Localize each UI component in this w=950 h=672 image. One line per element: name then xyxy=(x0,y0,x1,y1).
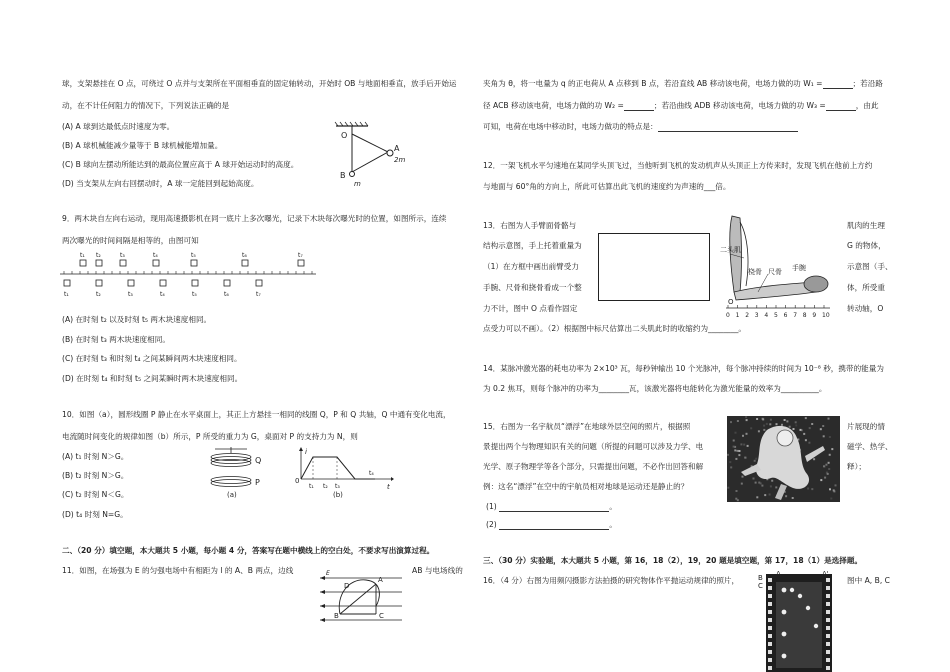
q11-w3-text: ；若沿曲线 ADB 移动该电荷，电场力做的功 W₃ = xyxy=(653,101,826,110)
q11-label-e: E xyxy=(326,570,330,577)
grain-dot xyxy=(811,423,813,425)
q13-left-line-4: 手腕、尺骨和挠骨看成一个整 xyxy=(483,283,582,292)
grain-dot xyxy=(830,498,832,500)
grain-dot xyxy=(763,429,765,431)
grain-dot xyxy=(828,468,830,470)
q8-label-m: m xyxy=(354,180,361,188)
sprocket-hole xyxy=(768,578,772,582)
q13-left-line-2: 结构示意图，手上托着重量为 xyxy=(483,241,582,250)
grain-dot xyxy=(733,440,735,442)
q9-bottom-label: t₆ xyxy=(224,291,229,298)
q8-label-2m: 2m xyxy=(394,156,406,164)
q10-option-b: (B) t₂ 时刻 N＞G。 xyxy=(62,471,129,480)
q13-label-radius: 桡骨 xyxy=(748,268,762,276)
q10-label-t3: t₃ xyxy=(335,483,340,490)
grain-dot xyxy=(803,433,805,435)
q10-option-c: (C) t₂ 时刻 N＜G。 xyxy=(62,490,129,499)
q9-bottom-block xyxy=(224,280,230,286)
q11-label-b: B xyxy=(334,612,339,620)
grain-dot xyxy=(823,435,825,437)
q9-top-block xyxy=(242,260,248,266)
q10-label-q: Q xyxy=(255,456,262,465)
q13-scale-number: 8 xyxy=(802,312,807,319)
grain-dot xyxy=(792,497,794,499)
sprocket-hole xyxy=(768,634,772,638)
q9-top-label: t₃ xyxy=(120,252,125,259)
q9-top-block xyxy=(298,260,304,266)
q15-answer-2-label: (2) xyxy=(486,520,497,529)
grain-dot xyxy=(808,442,810,444)
grain-dot xyxy=(743,444,745,446)
q13-scale-number: 9 xyxy=(812,312,817,319)
grain-dot xyxy=(800,429,802,431)
q9-top-blocks xyxy=(80,252,304,266)
q9-bottom-label: t₃ xyxy=(128,291,133,298)
grain-dot xyxy=(811,488,813,490)
grain-dot xyxy=(823,465,825,467)
grain-dot xyxy=(736,490,738,492)
q13-right-line-1: 肌肉的生理 xyxy=(847,221,885,230)
q9-top-label: t₅ xyxy=(191,252,196,259)
q9-option-c: (C) 在时刻 t₃ 和时刻 t₄ 之间某瞬间两木块速度相同。 xyxy=(62,354,242,363)
q10-figure xyxy=(205,447,395,499)
sprocket-hole xyxy=(826,602,830,606)
grain-dot xyxy=(756,496,758,498)
grain-dot xyxy=(761,485,763,487)
q13-left-line-3: （1）在方框中画出前臂受力 xyxy=(483,262,579,271)
sprocket-hole xyxy=(768,666,772,670)
q15-answer-2: (2) 。 xyxy=(486,520,617,529)
grain-dot xyxy=(727,487,729,489)
q10-label-t2: t₂ xyxy=(323,483,328,490)
q8-continuation-line-1: 球，支架悬挂在 O 点，可绕过 O 点并与支架所在平面相垂直的固定轴转动，开始时 OB 与地面相垂直，放手后开始运 xyxy=(62,79,457,88)
q16-line-left: 16．（4 分）右图为用频闪摄影方法拍摄的研究物体作平抛运动规律的照片， xyxy=(483,576,740,585)
grain-dot xyxy=(793,428,795,430)
q13-last-line: 点受力可以不画）。（2）根据图中标尺估算出二头肌此时的收缩约为________。 xyxy=(483,324,747,333)
grain-dot xyxy=(828,418,830,420)
grain-dot xyxy=(769,423,771,425)
q9-axis-ticks xyxy=(64,271,312,274)
sprocket-hole xyxy=(826,634,830,638)
q15-left-line-1: 15．右图为一名宇航员“漂浮”在地球外层空间的照片，根据照 xyxy=(483,422,691,431)
q10-label-t: t xyxy=(387,483,390,491)
sprocket-hole xyxy=(768,658,772,662)
q13-label-o: O xyxy=(728,298,734,306)
q10-label-zero: 0 xyxy=(295,477,300,485)
q9-top-block xyxy=(80,260,86,266)
q9-top-block xyxy=(153,260,159,266)
q10-label-a: (a) xyxy=(227,491,237,499)
grain-dot xyxy=(737,420,739,422)
q9-bottom-block xyxy=(256,280,262,286)
q10-label-t1: t₁ xyxy=(309,483,314,490)
q9-bottom-block xyxy=(192,280,198,286)
grain-dot xyxy=(795,421,797,423)
q10-label-p: P xyxy=(255,478,260,487)
sprocket-hole xyxy=(768,618,772,622)
grain-dot xyxy=(833,489,835,491)
q13-scale-number: 2 xyxy=(745,312,750,319)
grain-dot xyxy=(807,488,809,490)
q13-scale-number: 6 xyxy=(783,312,788,319)
q13-scale-number: 1 xyxy=(735,312,740,319)
q12-line-1: 12．一架飞机水平匀速地在某同学头顶飞过，当他听到飞机的发动机声从头顶正上方传来时，发现飞机在他前上方约 xyxy=(483,161,873,170)
sprocket-hole xyxy=(768,594,772,598)
q13-scale-numbers xyxy=(726,312,830,319)
grain-dot xyxy=(825,464,827,466)
grain-dot xyxy=(744,457,746,459)
grain-dot xyxy=(762,418,764,420)
q13-answer-box[interactable] xyxy=(598,233,710,301)
q13-arm-figure xyxy=(718,212,836,320)
q11-w1-blank[interactable] xyxy=(823,80,853,89)
grain-dot xyxy=(784,419,786,421)
grain-dot xyxy=(776,423,778,425)
q9-bottom-label: t₂ xyxy=(96,291,101,298)
grain-dot xyxy=(738,454,740,456)
sprocket-hole xyxy=(826,642,830,646)
q9-bottom-block xyxy=(160,280,166,286)
q15-answer-2-blank[interactable] xyxy=(499,521,609,530)
q13-scale-number: 10 xyxy=(822,312,830,319)
grain-dot xyxy=(742,476,744,478)
sprocket-hole xyxy=(826,626,830,630)
q9-line-1: 9．两木块自左向右运动，现用高速摄影机在同一底片上多次曝光，记录下木块每次曝光时的位置，如图所示，连续 xyxy=(62,214,447,223)
q13-right-line-2: G 的物体， xyxy=(847,241,886,250)
q9-option-b: (B) 在时刻 t₃ 两木块速度相同。 xyxy=(62,335,170,344)
sprocket-hole xyxy=(768,586,772,590)
section-3-heading: 三、（30 分）实验题，本大题共 5 小题，第 16，18（2），19，20 题是填空题，第 17，18（1）是选择题。 xyxy=(483,556,863,565)
q9-line-2: 两次曝光的时间间隔是相等的，由图可知 xyxy=(62,236,199,245)
q16-label-c: C xyxy=(758,582,763,590)
sprocket-hole xyxy=(768,610,772,614)
grain-dot xyxy=(831,448,833,450)
q13-right-line-3: 示意图（手、 xyxy=(847,262,893,271)
q16-strobe-photo xyxy=(758,568,840,672)
grain-dot xyxy=(753,478,755,480)
grain-dot xyxy=(809,427,811,429)
grain-dot xyxy=(785,495,787,497)
q16-line-right: 图中 A, B, C xyxy=(847,576,890,585)
grain-dot xyxy=(758,430,760,432)
astronaut-photo xyxy=(727,416,840,502)
grain-dot xyxy=(756,418,758,420)
grain-dot xyxy=(755,458,757,460)
q10-line-1: 10．如图（a），圆形线圈 P 静止在水平桌面上，其正上方悬挂一相同的线圈 Q，P 和 Q 共轴，Q 中通有变化电流， xyxy=(62,410,451,419)
q15-answer-1-blank[interactable] xyxy=(499,503,609,512)
q15-right-line-1: 片展现的情 xyxy=(847,422,885,431)
q11-cont-line-3 xyxy=(483,122,798,132)
grain-dot xyxy=(729,461,731,463)
sprocket-hole xyxy=(826,658,830,662)
grain-dot xyxy=(828,462,830,464)
q9-bottom-label: t₇ xyxy=(256,291,261,298)
sprocket-hole xyxy=(826,610,830,614)
q13-scale-number: 5 xyxy=(774,312,778,319)
q13-scale-ticks xyxy=(728,305,824,308)
q8-option-c: (C) B 球向左摆动所能达到的最高位置应高于 A 球开始运动时的高度。 xyxy=(62,160,299,169)
grain-dot xyxy=(735,458,737,460)
q8-pendulum-figure xyxy=(330,120,410,190)
q8-option-a: (A) A 球到达最低点时速度为零。 xyxy=(62,122,175,131)
q9-bottom-block xyxy=(64,280,70,286)
q11-cont-line-1 xyxy=(483,79,883,89)
q8-label-a: A xyxy=(394,144,400,153)
q9-bottom-label: t₅ xyxy=(192,291,197,298)
q9-top-label: t₁ xyxy=(80,252,85,259)
grain-dot xyxy=(727,454,729,456)
grain-dot xyxy=(805,417,807,419)
q10-option-d: (D) t₄ 时刻 N=G。 xyxy=(62,510,128,519)
q13-left-line-5: 力不计，图中 O 点看作固定 xyxy=(483,304,578,313)
q9-top-block xyxy=(191,260,197,266)
q15-right-line-2: 磁学、热学、 xyxy=(847,442,893,451)
grain-dot xyxy=(829,454,831,456)
q11-line-right: AB 与电场线的 xyxy=(412,566,463,575)
grain-dot xyxy=(735,432,737,434)
q8-label-o: O xyxy=(341,131,348,140)
grain-dot xyxy=(835,484,837,486)
q10-line-2: 电流随时间变化的规律如图（b）所示，P 所受的重力为 G，桌面对 P 的支持力为 N，则 xyxy=(62,432,358,441)
q10-label-b: (b) xyxy=(333,491,343,499)
q11-label-a: A xyxy=(378,576,383,584)
grain-dot xyxy=(813,458,815,460)
grain-dot xyxy=(820,479,822,481)
q11-w1-suffix: ；若沿路 xyxy=(852,79,883,88)
grain-dot xyxy=(739,450,741,452)
q10-label-i: i xyxy=(305,448,307,456)
q13-label-ulna: 尺骨 xyxy=(768,268,782,276)
sprocket-hole xyxy=(826,666,830,670)
grain-dot xyxy=(770,419,772,421)
section-2-heading: 二、（20 分）填空题，本大题共 5 小题，每小题 4 分，答案写在题中横线上的空白处，不要求写出演算过程。 xyxy=(62,546,435,555)
q9-bottom-block xyxy=(96,280,102,286)
q9-exposure-figure xyxy=(58,250,320,302)
grain-dot xyxy=(755,482,757,484)
q9-option-a: (A) 在时刻 t₂ 以及时刻 t₅ 两木块速度相同。 xyxy=(62,315,212,324)
q9-bottom-block xyxy=(128,280,134,286)
q13-scale-number: 0 xyxy=(726,312,730,319)
grain-dot xyxy=(766,423,768,425)
grain-dot xyxy=(746,419,748,421)
q11-w1-text: 夹角为 θ，将一电量为 q 的正电荷从 A 点移到 B 点，若沿直线 AB 移动该电荷，电场力做的功 W₁ = xyxy=(483,79,823,88)
q8-option-d: (D) 当支架从左向右回摆动时，A 球一定能回到起始高度。 xyxy=(62,179,259,188)
q11-feature-blank[interactable] xyxy=(658,123,798,132)
grain-dot xyxy=(795,424,797,426)
grain-dot xyxy=(786,420,788,422)
grain-dot xyxy=(741,483,743,485)
q9-top-block xyxy=(120,260,126,266)
q13-label-wrist: 手腕 xyxy=(792,264,806,272)
grain-dot xyxy=(824,477,826,479)
grain-dot xyxy=(730,421,732,423)
q9-top-block xyxy=(96,260,102,266)
grain-dot xyxy=(829,436,831,438)
q9-option-d: (D) 在时刻 t₄ 和时刻 t₅ 之间某瞬时两木块速度相同。 xyxy=(62,374,243,383)
q8-continuation-line-2: 动，在不计任何阻力的情况下，下列说法正确的是 xyxy=(62,101,230,110)
q11-w3-suffix: ，由此 xyxy=(855,101,879,110)
q15-answer-1: (1) 。 xyxy=(486,502,617,511)
q15-right-line-3: 释）； xyxy=(847,462,866,471)
q9-bottom-label: t₄ xyxy=(160,291,165,298)
grain-dot xyxy=(760,482,762,484)
q11-field-figure xyxy=(318,570,408,626)
grain-dot xyxy=(789,426,791,428)
q13-scale-number: 4 xyxy=(764,312,769,319)
sprocket-hole xyxy=(768,642,772,646)
q11-label-c: C xyxy=(379,612,384,620)
sprocket-hole xyxy=(768,626,772,630)
q10-option-a: (A) t₁ 时刻 N＞G。 xyxy=(62,452,129,461)
grain-dot xyxy=(734,449,736,451)
q11-w2-blank[interactable] xyxy=(624,102,654,111)
q15-left-line-4: 例：这名“漂浮”在空中的宇航员相对地球是运动还是静止的？ xyxy=(483,482,689,491)
grain-dot xyxy=(764,494,766,496)
grain-dot xyxy=(750,427,752,429)
grain-dot xyxy=(742,435,744,437)
grain-dot xyxy=(737,450,739,452)
grain-dot xyxy=(746,433,748,435)
q13-left-line-1: 13．右图为人手臂面骨骼与 xyxy=(483,221,577,230)
grain-dot xyxy=(827,473,829,475)
sprocket-hole xyxy=(768,650,772,654)
q16-label-a-prime: A' xyxy=(822,570,829,578)
grain-dot xyxy=(769,494,771,496)
q9-bottom-blocks xyxy=(64,280,262,298)
grain-dot xyxy=(740,443,742,445)
grain-dot xyxy=(771,480,773,482)
q14-line-1: 14．某脉冲激光器的耗电功率为 2×10³ 瓦，每秒钟输出 10 个光脉冲，每个脉冲持续的时间为 10⁻⁸ 秒，携带的能量为 xyxy=(483,364,884,373)
sprocket-hole xyxy=(768,602,772,606)
sprocket-hole xyxy=(826,618,830,622)
q8-label-b: B xyxy=(340,171,346,180)
q9-top-label: t₄ xyxy=(153,252,158,259)
grain-dot xyxy=(730,466,732,468)
grain-dot xyxy=(735,498,737,500)
q16-label-b: B xyxy=(758,574,763,582)
q9-bottom-label: t₁ xyxy=(64,291,69,298)
q16-label-a: A xyxy=(776,570,781,578)
q11-w3-blank[interactable] xyxy=(826,102,856,111)
q15-left-line-2: 景提出两个与物理知识有关的问题（所提的问题可以涉及力学、电 xyxy=(483,442,704,451)
sprocket-hole xyxy=(826,594,830,598)
q11-label-d: D xyxy=(344,582,350,590)
sprocket-hole xyxy=(826,650,830,654)
sprocket-hole xyxy=(826,578,830,582)
q11-line-left: 11．如图，在场强为 E 的匀强电场中有相距为 l 的 A、B 两点，边线 xyxy=(62,566,294,575)
grain-dot xyxy=(747,445,749,447)
q9-top-label: t₆ xyxy=(242,252,247,259)
grain-dot xyxy=(829,488,831,490)
q13-scale-number: 7 xyxy=(793,312,798,319)
grain-dot xyxy=(770,485,772,487)
grain-dot xyxy=(763,425,765,427)
q8-option-b: (B) A 球机械能减少量等于 B 球机械能增加量。 xyxy=(62,141,223,150)
grain-dot xyxy=(775,486,777,488)
q9-top-label: t₂ xyxy=(96,252,101,259)
q13-label-biceps: 二头肌 xyxy=(720,246,741,254)
q9-top-label: t₇ xyxy=(298,252,303,259)
q10-label-t4: t₄ xyxy=(369,470,374,477)
grain-dot xyxy=(781,424,783,426)
q13-scale-number: 3 xyxy=(754,312,759,319)
q15-left-line-3: 光学、原子物理学等各个部分，只需提出问题，不必作出回答和解 xyxy=(483,462,704,471)
q14-line-2: 为 0.2 焦耳，则每个脉冲的功率为________瓦，该激光器将电能转化为激光能量的效率为__________。 xyxy=(483,384,827,393)
q11-cont-line-2 xyxy=(483,101,879,111)
sprocket-hole xyxy=(826,586,830,590)
grain-dot xyxy=(754,460,756,462)
grain-dot xyxy=(822,425,824,427)
q11-feature-text: 可知，电荷在电场中移动时，电场力做功的特点是： xyxy=(483,122,658,131)
grain-dot xyxy=(820,428,822,430)
grain-dot xyxy=(733,446,735,448)
q12-line-2: 与地面与 60°角的方向上，所此可估算出此飞机的速度约为声速的___倍。 xyxy=(483,182,731,191)
q15-answer-1-label: (1) xyxy=(486,502,497,511)
q11-w2-text: 径 ACB 移动该电荷，电场力做的功 W₂ = xyxy=(483,101,624,110)
grain-dot xyxy=(805,439,807,441)
grain-dot xyxy=(745,416,747,418)
q13-right-line-4: 体，所受重 xyxy=(847,283,885,292)
q13-right-line-5: 转动轴，O xyxy=(847,304,884,313)
